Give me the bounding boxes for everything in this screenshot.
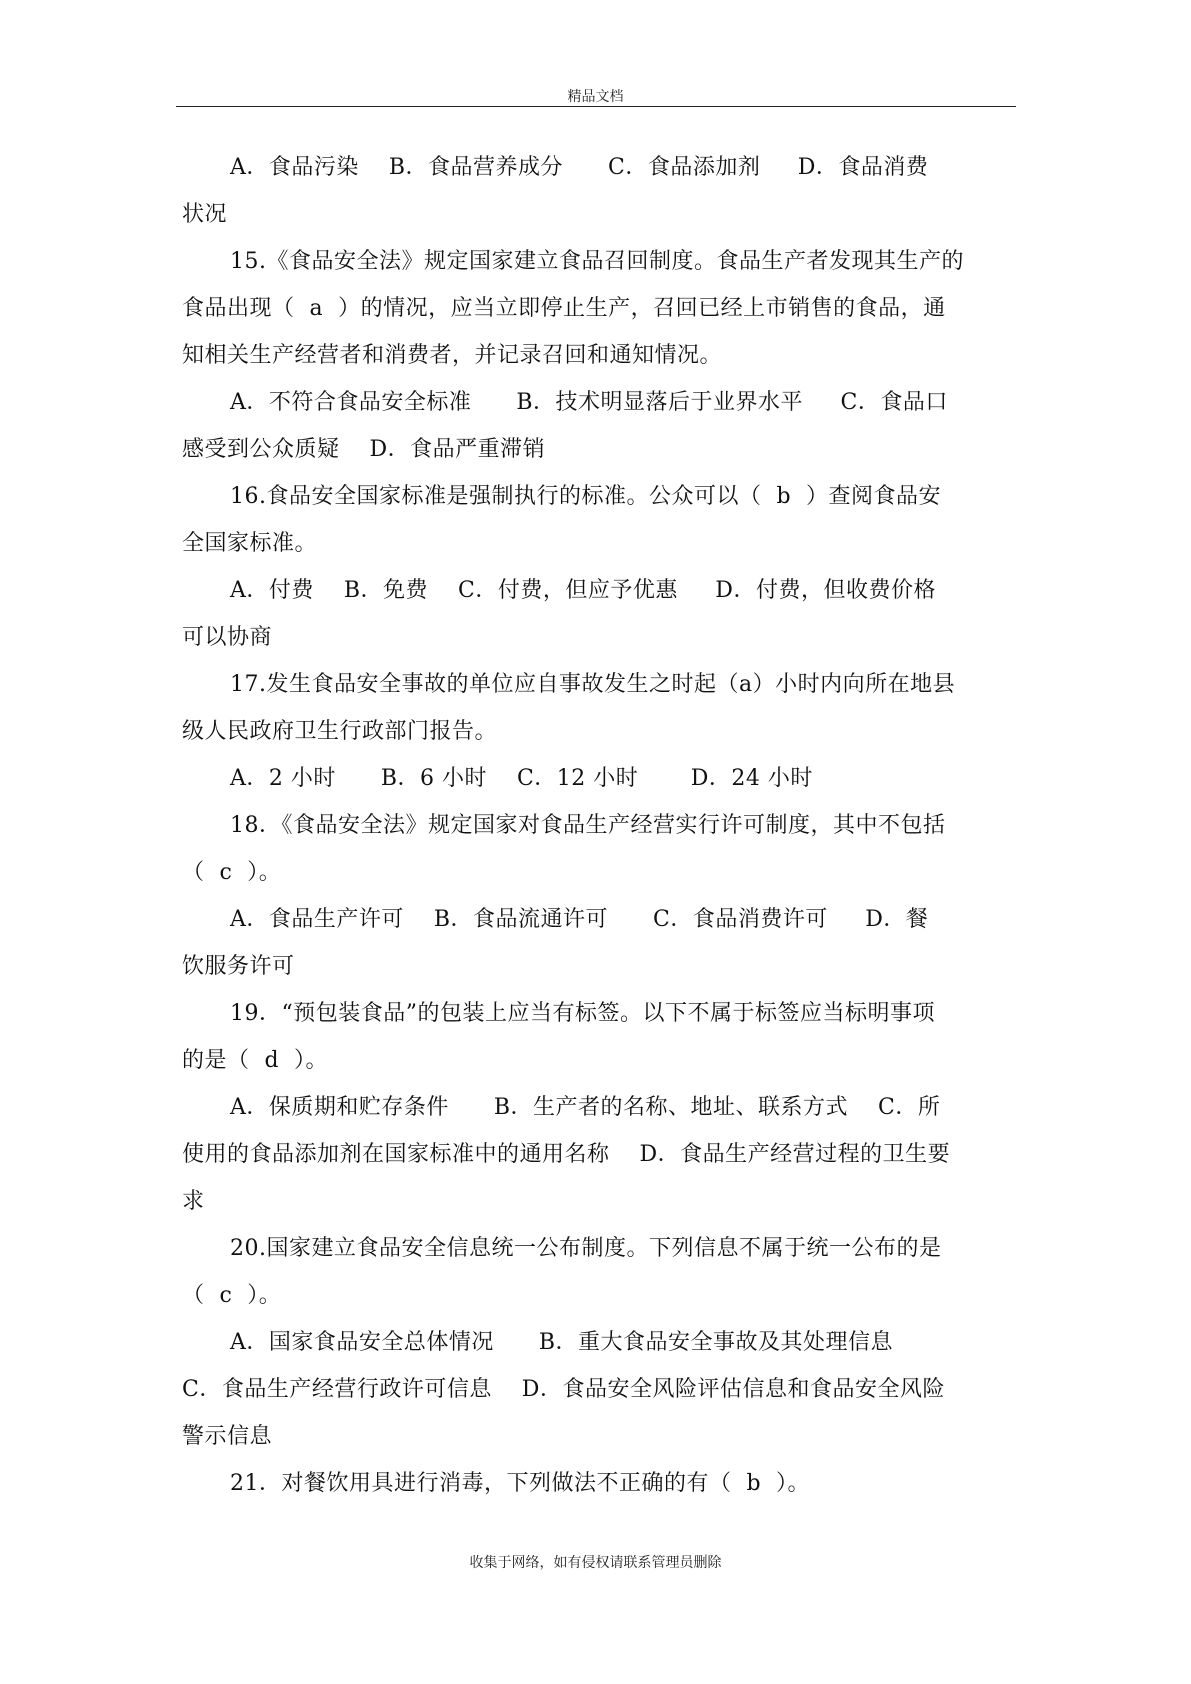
page-footer: 收集于网络，如有侵权请联系管理员删除 [469, 1555, 722, 1571]
header-divider [176, 106, 1016, 107]
text-line: 警示信息 [182, 1424, 273, 1449]
text-line: 可以协商 [182, 625, 273, 650]
text-line: A．付费 B．免费 C．付费，但应予优惠 D．付费，但收费价格 [230, 578, 936, 603]
page-header: 精品文档 [567, 89, 624, 105]
text-line: C．食品生产经营行政许可信息 D．食品安全风险评估信息和食品安全风险 [182, 1377, 945, 1402]
text-line: 求 [182, 1189, 205, 1214]
text-line: 17.发生食品安全事故的单位应自事故发生之时起（a）小时内向所在地县 [230, 672, 956, 697]
text-line: 全国家标准。 [182, 531, 318, 556]
text-line: 19．“预包装食品”的包装上应当有标签。以下不属于标签应当标明事项 [230, 1001, 935, 1026]
text-line: 的是（ d ）。 [182, 1048, 329, 1073]
text-line: A．食品生产许可 B．食品流通许可 C．食品消费许可 D．餐 [230, 907, 929, 932]
text-line: （ c ）。 [182, 1283, 282, 1308]
text-line: 使用的食品添加剂在国家标准中的通用名称 D．食品生产经营过程的卫生要 [182, 1142, 951, 1167]
text-line: 感受到公众质疑 D．食品严重滞销 [182, 437, 546, 462]
text-line: 15.《食品安全法》规定国家建立食品召回制度。食品生产者发现其生产的 [230, 249, 964, 274]
text-line: A．食品污染 B．食品营养成分 C．食品添加剂 D．食品消费 [230, 155, 929, 180]
text-line: 食品出现（ a ）的情况，应当立即停止生产，召回已经上市销售的食品，通 [182, 296, 946, 321]
text-line: A．2 小时 B．6 小时 C．12 小时 D．24 小时 [230, 766, 813, 791]
text-line: A．国家食品安全总体情况 B．重大食品安全事故及其处理信息 [230, 1330, 894, 1355]
text-line: A．保质期和贮存条件 B．生产者的名称、地址、联系方式 C．所 [230, 1095, 941, 1120]
text-line: 饮服务许可 [182, 954, 295, 979]
text-line: 状况 [182, 202, 228, 227]
text-line: 20.国家建立食品安全信息统一公布制度。下列信息不属于统一公布的是 [230, 1236, 942, 1261]
text-line: 21．对餐饮用具进行消毒，下列做法不正确的有（ b ）。 [230, 1471, 811, 1496]
document-body [182, 144, 1018, 1507]
text-line: （ c ）。 [182, 860, 282, 885]
text-line: 18．《食品安全法》规定国家对食品生产经营实行许可制度，其中不包括 [230, 813, 946, 838]
text-line: 知相关生产经营者和消费者，并记录召回和通知情况。 [182, 343, 723, 368]
text-line: 级人民政府卫生行政部门报告。 [182, 719, 498, 744]
text-line: A．不符合食品安全标准 B．技术明显落后于业界水平 C．食品口 [230, 390, 948, 415]
text-line: 16.食品安全国家标准是强制执行的标准。公众可以（ b ）查阅食品安 [230, 484, 942, 509]
